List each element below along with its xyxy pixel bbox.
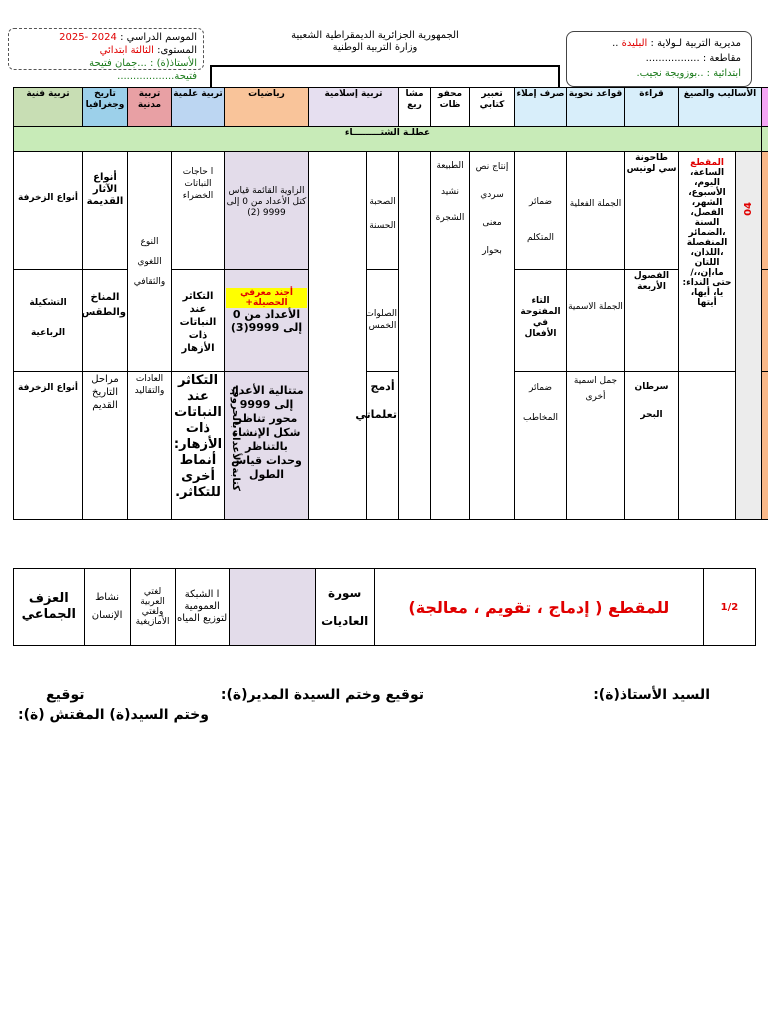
weekly-plan-table [13,87,768,520]
directorate-value: البليدة [621,38,648,49]
w4-tarikh: مراحل التاريخ القديم [83,372,128,520]
integration-tarikh: نشاط الإنسان [84,569,130,646]
integration-main: للمقطع ( إدماج ، تقويم ، معالجة) [374,569,703,646]
w4-ilmia: التكاثر عند النباتات ذات الأزهار: أنماط أخرى للتكاثر. [172,372,225,520]
directorate-label: مديرية التربية لـولاية : [650,38,741,49]
w2-qiraa: طاحونة سي لونيس [625,152,679,270]
w3-qiraa: الفصول الأربعة [625,270,679,372]
directorate-box [566,31,752,87]
col-tabir: تعبير كتابي [470,88,515,127]
week-4-number [762,372,768,520]
school-year-value: 2024 -2025 [59,32,117,43]
holiday-number [762,127,768,152]
holiday-label: عطلـة الشتـــــــــاء [14,127,762,152]
w2-sarf: ضمائر المتكلم [515,152,567,270]
w2-tarikh: أنواع الآثار القديمة [83,152,128,270]
integration-madania: لغتي العربية ولغتي الأمازيغية [130,569,175,646]
integration-number: 1/2 [703,569,755,646]
w2-qawaid: الجملة الفعلية [567,152,625,270]
w3-fannia: التشكيلة الرباعية [14,270,83,372]
w2-math: الزاوية القائمة قياس كتل الأعداد من 0 إلى 9999 (2) [225,152,309,270]
inspector-signature-b: وختم السيد(ة) المفتش (ة): [18,707,209,723]
col-math: رياضيات [225,88,309,127]
integration-table [13,568,756,646]
w2-islamia: الصحبة الحسنة [367,152,399,270]
level-value: الثالثة ابتدائي [99,45,154,56]
col-tarikh: تاريخ وجغرافيا [83,88,128,127]
w4-asalib [679,372,736,520]
asalib-text: الساعة، اليوم، الأسبوع، الشهر، الفصل، السنة ،الضمائر المنفصلة ،اللذان، اللتان ما،إن،،/ حتى النداء: يا، أيها، أيتها [682,168,732,308]
w3-islamia: الصلوات الخمس [367,270,399,372]
col-qiraa: قراءة [625,88,679,127]
week-4-row [14,372,768,520]
w3-math: الأعداد من 0 إلى 9999(3) [230,308,303,334]
w4-islamia: أدمج تعلماتي [367,372,399,520]
col-fannia: تربية فنية [14,88,83,127]
level-label: المستوى: [157,45,197,56]
w3-qawaid: الجملة الاسمية [567,270,625,372]
w2-madania: النوع اللغوي والثقافي [128,152,172,372]
w2-mahfouzat: الطبيعة نشيد الشجرة [431,152,470,520]
directorate-dots: .. [612,38,619,49]
school-line: ابتدائية : ..بوزويجة نجيب. [636,68,741,79]
w4-math: متتالية الأعداد إلى 9999 محور تناظر شكل الإنشاء بالتناظر وحدات قياس الطول [229,384,304,481]
w2-fannia: أنواع الزخرفة [14,152,83,270]
director-signature: توقيع وختم السيدة المدير(ة): [220,687,424,703]
district-line: مقاطعة : ................. [645,53,741,64]
school-year-label: الموسم الدراسي : [120,32,197,43]
teacher-line: الأستاذ(ة) : ...جمان فتيحة فتيحة.................. [89,58,197,82]
col-asalib: الأساليب والصيغ [679,88,762,127]
header-row [14,88,768,127]
unit-code: 04 [743,202,755,216]
col-madania: تربية مدنية [128,88,172,127]
w2-ilmia: ا حاجات النباتات الخضراء [172,152,225,270]
w4-sarf: ضمائر المخاطب [515,372,567,520]
week-2-number [762,152,768,270]
week-3-number [762,270,768,372]
w4-madania: العادات والتقاليد [128,372,172,520]
holiday-row [14,127,768,152]
ministry-header [260,30,490,54]
unit-word: المقطع [690,158,724,168]
integration-math [229,569,315,646]
w3-sarf: التاء المفتوحة في الأفعال [515,270,567,372]
col-qawaid: قواعد نحوية [567,88,625,127]
integration-islamia: سورة العاديات [315,569,374,646]
integration-ilmia: ا الشبكة العمومية لتوزيع المياه [175,569,229,646]
integration-row [14,569,756,646]
col-mahfouzat: محفو ظات [431,88,470,127]
integration-fannia: العزف الجماعي [14,569,85,646]
republic-title: الجمهورية الجزائرية الديمقراطية الشعبية [291,30,459,41]
w3-math-badge: أجند معرفي الحصيلة+ [226,288,307,308]
w4-qawaid: جمل اسمية أخرى [567,372,625,520]
w3-tarikh: المناخ والطقس [83,270,128,372]
school-info-box [8,28,204,82]
islamia-spacer [309,152,367,520]
w4-math-cell [225,372,309,520]
title-frame [210,65,560,89]
week-3-row [14,270,768,372]
w3-ilmia: التكاثر عند النباتات ذات الأزهار [172,270,225,372]
inspector-signature-a: توقيع [46,687,85,703]
w2-tabir: إنتاج نص سردي معنى بحوار [470,152,515,520]
w3-math-cell [225,270,309,372]
week-2-row [14,152,768,270]
ministry-title: وزارة التربية الوطنية [332,42,418,53]
col-sarf: صرف إملاء [515,88,567,127]
asalib-cell [679,152,736,372]
w2-masharie [399,152,431,520]
w4-qiraa: سرطان البحر [625,372,679,520]
w4-fannia: أنواع الزخرفة [14,372,83,520]
col-num [762,88,768,127]
teacher-signature: السيد الأستاذ(ة): [593,687,710,703]
w4-math-vertical: كتابة الأعداد بالحروف [230,386,241,491]
col-ilmia: تربية علمية [172,88,225,127]
unit-cell [736,152,762,520]
col-islamia: تربية إسلامية [309,88,399,127]
col-masharie: مشا ريع [399,88,431,127]
